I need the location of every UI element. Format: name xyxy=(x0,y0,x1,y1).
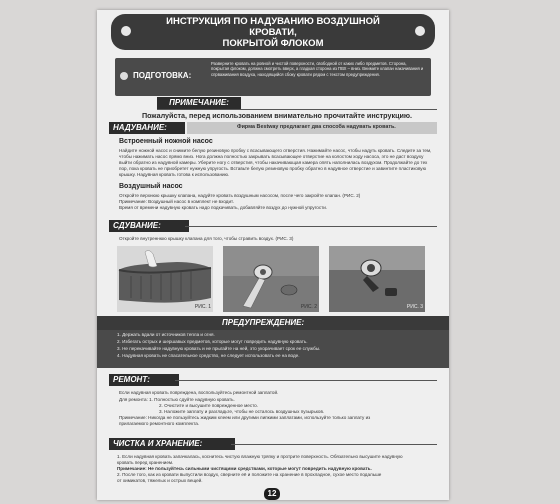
foot-pump-text: Найдите ножной насос и снимите белую резиновую пробку с всасывающего отверстия. Нажимайте насос, чтобы надуть кровать. Следите за тем, чтобы нажимать насос прямо вниз. Нога должна полностью закрывать всасывающее отверстие на колостом ходу насоса, это не даст воздуху выйти обратно из надувной камеры. Уберите ногу с отверстия, чтобы накачивающая камера опять наполнилась воздухом. Продолжайте до тех пор, пока кровать не приобретет нужную упругость. Вставьте белую резиновую пробку обратно в надувное отверстие и завинтите пластиковую крышку. Надувная кровать готова к использованию. xyxy=(119,148,432,177)
cleaning-line-2: кровать перед хранением. xyxy=(117,460,174,465)
preparation-text: Разверните кровать на ровной и чистой поверхности, свободной от каких либо предметов. Сторона, покрытая флоком, должна смотреть вверх, а гладкая сторона из ПВХ – вниз. Внимите клапан накачивания и спрваживания воздуха, находящийся сбоку кровати рядом с текстом предупреждения. xyxy=(211,61,424,77)
repair-line-1: Если надувная кровать повреждена, воспользуйтесь ремонтной заплатой. xyxy=(119,390,279,395)
deflation-heading: СДУВАНИЕ: xyxy=(109,220,189,232)
divider xyxy=(231,444,437,445)
valve-pump-illustration xyxy=(223,246,319,312)
title-line-2: ПОКРЫТОЙ ФЛОКОМ xyxy=(222,37,324,49)
hole-left xyxy=(121,26,131,36)
air-pump-note: Примечание: Воздушный насос в комплект не входит. xyxy=(119,199,234,204)
divider xyxy=(157,109,437,110)
warning-item-2: 2. Избегать острых и шершавых предметов, которые могут повредить надувную кровать. xyxy=(117,339,308,344)
air-mattress-illustration xyxy=(117,246,213,312)
warning-item-3: 3. Не перекачивайте надувную кровать и не прыгайте на ней, это укорачивает срок ее службы. xyxy=(117,346,321,351)
warning-heading: ПРЕДУПРЕЖДЕНИЕ: xyxy=(222,318,305,327)
air-pump-note-2: Время от времени надувную кровать надо подкачивать, добавляйте воздух до нужной упругости. xyxy=(119,205,328,210)
figure-3-label: РИС. 3 xyxy=(406,304,423,310)
air-pump-title: Воздушный насос xyxy=(119,183,183,190)
repair-heading: РЕМОНТ: xyxy=(109,374,179,386)
cleaning-heading: ЧИСТКА И ХРАНЕНИЕ: xyxy=(109,438,235,450)
warning-item-4: 4. Надувная кровать не спасательное средство, не следует использовать ее на воде. xyxy=(117,353,300,358)
repair-line-4: 3. Наложите заплату и разгладьте, чтобы не осталось воздушных пузырьков. xyxy=(159,409,325,414)
air-pump-text: Откройте верхнюю крышку клапана, надуйте кровать воздушным насосом, после чего закройте клапан. (РИС. 2) xyxy=(119,193,361,198)
title-banner xyxy=(111,14,435,50)
repair-line-6: прилагаемого ремонтного комплекта. xyxy=(119,421,200,426)
repair-line-3: 2. Очистите и высушите поврежденное место. xyxy=(159,403,259,408)
cleaning-note: Примечание: Не пользуйтесь сильными чистящими средствами, которые могут повредить надувную кровать. xyxy=(117,466,372,471)
note-heading: ПРИМЕЧАНИЕ: xyxy=(157,97,241,109)
figure-2-label: РИС. 2 xyxy=(300,304,317,310)
note-text: Пожалуйста, перед использованием внимательно прочитайте инструкцию. xyxy=(141,111,413,120)
instruction-page xyxy=(97,10,449,500)
cleaning-line-3: 2. После того, как из кровати выпустили воздух, сверните её и положите на хранение в прохладное, сухое место подальше xyxy=(117,472,382,477)
inflation-intro: Фирма Bestway предлагает два способа надувать кровать. xyxy=(237,124,396,130)
hole-right xyxy=(415,26,425,36)
cleaning-line-4: от химикатов, тяжелых и острых вещей. xyxy=(117,478,203,483)
cleaning-line-1: 1. Если надувная кровать запачкалась, коснитесь чистую влажную тряпку и протрите поверхность. Обязательно высушите надувную xyxy=(117,454,403,459)
page-number: 12 xyxy=(264,488,280,500)
deflation-text: Откройте внутреннюю крышку клапана для того, чтобы стравить воздух. (РИС. 3) xyxy=(119,236,294,241)
divider xyxy=(175,380,437,381)
bullet-icon xyxy=(120,72,128,80)
warning-item-1: 1. Держать вдали от источников тепла и огня. xyxy=(117,332,215,337)
figure-1-label: РИС. 1 xyxy=(194,304,211,310)
figure-3 xyxy=(329,246,425,312)
preparation-box xyxy=(115,58,431,96)
valve-open-illustration xyxy=(329,246,425,312)
figure-2 xyxy=(223,246,319,312)
repair-line-5: Примечание: Никогда не пользуйтесь жидким клеем или другими липкими заплатами, используйте только заплату из xyxy=(119,415,371,420)
divider xyxy=(185,226,437,227)
foot-pump-title: Встроенный ножной насос xyxy=(119,138,213,145)
preparation-label: ПОДГОТОВКА: xyxy=(133,71,192,80)
repair-line-2: Для ремонта: 1. Полностью сдуйте надувную кровать. xyxy=(119,397,235,402)
title-line-1: ИНСТРУКЦИЯ ПО НАДУВАНИЮ ВОЗДУШНОЙ КРОВАТИ, xyxy=(166,15,380,38)
figure-1 xyxy=(117,246,213,312)
inflation-heading: НАДУВАНИЕ: xyxy=(109,122,185,134)
